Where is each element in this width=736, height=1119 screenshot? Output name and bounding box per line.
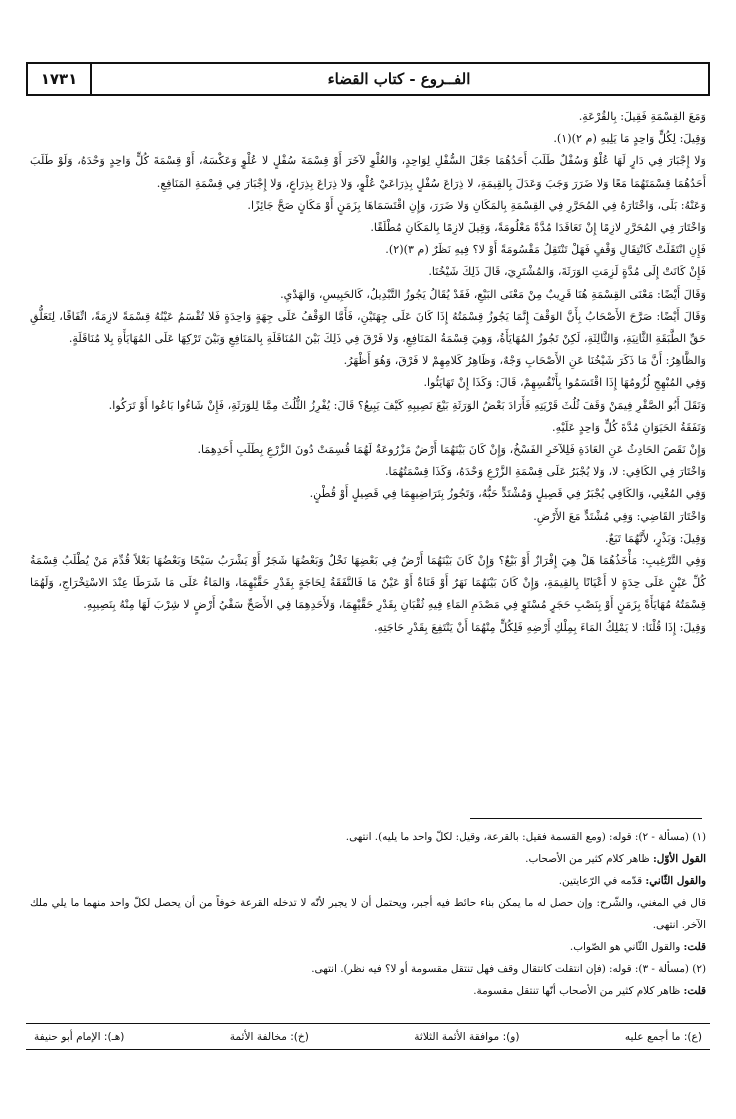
footnote-label: قلت: <box>683 941 706 953</box>
paragraph: وَقَالَ أَيْضًا: صَرَّحَ الأَصْحَابُ بِأَنَّ الوَقْفَ إِنَّمَا يَجُوزُ قِسْمَتُهُ إِذَا كَانَ عَلَى جِهَتَيْنِ، فَأَمَّا الوَقْفُ عَلَى جِهَةٍ وَاحِدَةٍ فَلا تُقْسَمُ عَيْنُهُ قِسْمَةً لازِمَةً، اتِّفَاقًا، لِتَعَلُّقِ حَقِّ الطَّبَقَةِ الثَّانِيَةِ، وَالثَّالِثَةِ، لَكِنْ تَجُوزُ المُهَايَأَةُ، وَهِيَ قِسْمَةُ المَنَافِعِ، وَلا فَرْقَ فِي ذَلِكَ بَيْنَ المُنَاقَلَةِ بِالمَنَافِعِ وَبَيْنَ تَرْكِهَا عَلَى المُهَايَأَةِ بِلا مُنَاقَلَةٍ. <box>30 309 706 346</box>
paragraph: وَالظَّاهِرُ: أَنَّ مَا ذَكَرَ شَيْخُنَا عَنِ الأَصْحَابِ وَجْهٌ، وَظَاهِرُ كَلامِهِمْ لا فَرْقَ، وَهُوَ أَظْهَرُ. <box>343 354 706 368</box>
symbol-key-disagreement: (خ): مخالفة الأئمة <box>229 1030 309 1043</box>
paragraph: وَقِيلَ: إِذَا قُلْنَا: لا يَمْلِكُ المَاءَ بِمِلْكِ أَرْضِهِ فَلِكُلٍّ مِنْهُمَا أَنْ يَنْتَفِعَ بِقَدْرِ حَاجَتِهِ. <box>374 620 706 634</box>
footnote-1: (١) (مسألة - ٢): قوله: (ومع القسمة فقيل: بالقرعة، وقيل: لكلّ واحد ما يليه). انتهى. <box>345 831 706 843</box>
running-header <box>26 62 710 96</box>
paragraph: فَإِنْ كَانَتْ إِلَى مُدَّةٍ لَزِمَتِ الوَرَثَةَ، وَالمُشْتَرِيَ، قَالَ ذَلِكَ شَيْخُنَا. <box>428 265 706 279</box>
paragraph: وَقِيلَ: لِكُلٍّ وَاحِدٍ مَا يَلِيهِ (م ٢)(١). <box>553 132 706 146</box>
symbol-key-footer <box>26 1023 710 1050</box>
paragraph: وَفِي المُبْهِجِ لُزُومُهَا إِذَا اقْتَسَمُوا بِأَنْفُسِهِمْ، قَالَ: وَكَذَا إِنْ تَهَايَئُوا. <box>423 376 706 390</box>
paragraph: وَاخْتَارَ فِي المُحَرَّرِ لازِمًا إِنْ تَعَاقَدَا مُدَّةً مَعْلُومَةً، وَقِيلَ لازِمًا بِالمَكَانِ مُطْلَقًا. <box>370 221 706 235</box>
footnote-text: والقول الثّاني هو الصّواب. <box>569 941 681 953</box>
footnote-line <box>30 980 706 1002</box>
footnote-line <box>30 936 706 958</box>
paragraph: وَقَالَ أَيْضًا: مَعْنَى القِسْمَةِ هُنَا قَرِيبٌ مِنْ مَعْنَى البَيْعِ، فَقَدْ يُقَالُ يَجُوزُ التَّبْدِيلُ، كَالحَبِيسِ، وَالهَدْيِ. <box>280 287 706 301</box>
footnote-label: قلت: <box>683 985 706 997</box>
symbol-key-agreement: (و): موافقة الأئمة الثلاثة <box>414 1030 520 1043</box>
footnote-label: القول الأوّل: <box>652 853 706 865</box>
footnote-text: ظاهر كلام كثير من الأصحاب. <box>525 853 650 865</box>
paragraph: وَفِي المُغْنِي، وَالكَافِي يُجْبَرُ فِي قَصِيلٍ وَمُشْتَدٍّ حَبُّهُ، وَتَجُوزُ بِتَرَاضِيهِمَا فِي قَصِيلٍ أَوْ قُطْنٍ. <box>309 487 706 501</box>
paragraph: وَاخْتَارَ فِي الكَافِي: لا، وَلا يُجْبَرُ عَلَى قِسْمَةِ الزَّرْعِ وَحْدَهُ، وَكَذَا قِسْمَتُهُمَا. <box>384 465 706 479</box>
paragraph: وَقِيلَ: وَبَذْرٍ، لأَنَّهُمَا تَبَعٌ. <box>605 531 706 545</box>
footnotes <box>30 826 706 1002</box>
paragraph: وَإِنْ نَقَصَ الحَادِثُ عَنِ العَادَةِ فَلِلآخَرِ الفَسْخُ، وَإِنْ كَانَ بَيْنَهُمَا أَرْضٌ مَزْرُوعَةٌ لَهُمَا قُسِمَتْ دُونَ الزَّرْعِ بِطَلَبِ أَحَدِهِمَا. <box>197 443 706 457</box>
footnote-2: (٢) (مسألة - ٣): قوله: (فإن انتقلت كانتقال وقف فهل تنتقل مقسومة أو لا؟ فيه نظر). انتهى. <box>311 963 706 975</box>
page-number: ١٧٣١ <box>28 64 92 94</box>
symbol-key-consensus: (ع): ما أجمع عليه <box>624 1030 702 1043</box>
running-title: الفــروع - كتاب القضاء <box>327 70 471 88</box>
main-text <box>30 106 706 639</box>
footnote-line: قال في المغني، والشّرح: وإن حصل له ما يمكن بناء حائط فيه أجبر، ويحتمل أن لا يجبر لأنّه لا تدخله القرعة خوفاً من أن يحصل لكلّ واحد منهما ما يلي ملك الآخر. انتهى. <box>30 897 706 931</box>
paragraph: وَلا إِجْبَارَ فِي دَارٍ لَهَا عُلْوٌ وَسُفْلٌ طَلَبَ أَحَدُهُمَا جَعْلَ السُّفْلِ لِوَاحِدٍ، وَالعُلْوِ لآخَرَ أَوْ قِسْمَةَ سُفْلٍ لا عُلْوٍ وَعَكْسَهُ، أَوْ قِسْمَةَ كُلٍّ وَاحِدٍ وَحْدَهُ، وَلَوْ طَلَبَ أَحَدُهُمَا قِسْمَتَهُمَا مَعًا وَلا ضَرَرَ وَجَبَ وَعَدَلَ بِالقِيمَةِ، لا ذِرَاعَ سُفْلٍ بِذِرَاعَيْ عُلْوٍ، وَلا ذِرَاعَ بِذِرَاعٍ، وَلا إِجْبَارَ فِي قِسْمَةِ المَنَافِعِ. <box>30 154 706 190</box>
footnote-text: قدّمه في الرّعايتين. <box>558 875 643 887</box>
paragraph: فَإِنِ انْتَقَلَتْ كَانْتِقَالِ وَقْفٍ فَهَلْ تَنْتَقِلُ مَقْسُومَةً أَوْ لا؟ فِيهِ نَظَرٌ (م ٣)(٢). <box>385 243 706 257</box>
paragraph: وَعَنْهُ: بَلَى، وَاخْتَارَهُ فِي المُحَرَّرِ فِي القِسْمَةِ بِالمَكَانِ وَلا ضَرَرَ، وَإِنِ اقْتَسَمَاهَا بِزَمَنٍ أَوْ مَكَانٍ صَحَّ جَائِزًا. <box>247 198 706 212</box>
paragraph: وَنَفَقَةُ الحَيَوَانِ مُدَّةَ كُلٍّ وَاحِدٍ عَلَيْهِ. <box>552 420 706 434</box>
symbol-key-abu-hanifa: (هـ): الإمام أبو حنيفة <box>34 1030 125 1043</box>
footnote-line <box>30 848 706 870</box>
paragraph: وَاخْتَارَ القَاضِي: وَفِي مُشْتَدٍّ مَعَ الأَرْضِ. <box>533 509 706 523</box>
paragraph: وَفِي التَّرْغِيبِ: مَأْخَذُهُمَا هَلْ هِيَ إِفْرَازٌ أَوْ بَيْعٌ؟ وَإِنْ كَانَ بَيْنَهُمَا أَرْضٌ فِي بَعْضِهَا نَخْلٌ وَبَعْضُهَا شَجَرٌ أَوْ يَشْرَبُ سَيْحًا وَبَعْضُهَا بَعْلاً قُدِّمَ مَنْ يُطْلَبُ قِسْمَةُ كُلِّ عَيْنٍ عَلَى حِدَةٍ لا أَعْيَانًا بِالقِيمَةِ، وَإِنْ كَانَ بَيْنَهُمَا نَهَرٌ أَوْ قَنَاةٌ أَوْ عَيْنٌ مَا فَالنَّفَقَةُ لِحَاجَةٍ بِقَدْرِ حَقَّيْهِمَا، وَالمَاءُ عَلَى مَا شَرَطَا عِنْدَ الاسْتِخْرَاجِ، وَلَهُمَا قِسْمَتُهُ مُهَايَأَةً بِزَمَنٍ أَوْ بِنَصْبِ حَجَرٍ مُسْتَوٍ فِي مَصْدَمِ المَاءِ فِيهِ ثُقْبَانِ بِقَدْرِ حَقَّيْهِمَا، وَلأَحَدِهِمَا فِي الأَصَحِّ سَقْيُ أَرْضٍ لا شِرْبَ لَهَا مِنْهُ بِنَصِيبِهِ. <box>30 554 706 612</box>
footnote-text: ظاهر كلام كثير من الأصحاب أنّها تنتقل مقسومة. <box>473 985 681 997</box>
footnote-separator <box>470 818 702 819</box>
paragraph: وَنَقَلَ أَبُو الصَّقْرِ فِيمَنْ وَقَفَ ثُلُثَ قَرْيَتِهِ فَأَرَادَ بَعْضُ الوَرَثَةِ بَيْعَ نَصِيبِهِ كَيْفَ يَبِيعُ؟ قَالَ: يُفْرِزُ الثُّلُثَ مِمَّا لِلوَرَثَةِ، فَإِنْ شَاءُوا بَاعُوا أَوْ تَرَكُوا. <box>108 398 706 412</box>
footnote-label: والقول الثّاني: <box>645 875 706 887</box>
paragraph: وَمَعَ القِسْمَةِ فَقِيلَ: بِالقُرْعَةِ. <box>578 110 706 123</box>
footnote-line <box>30 870 706 892</box>
